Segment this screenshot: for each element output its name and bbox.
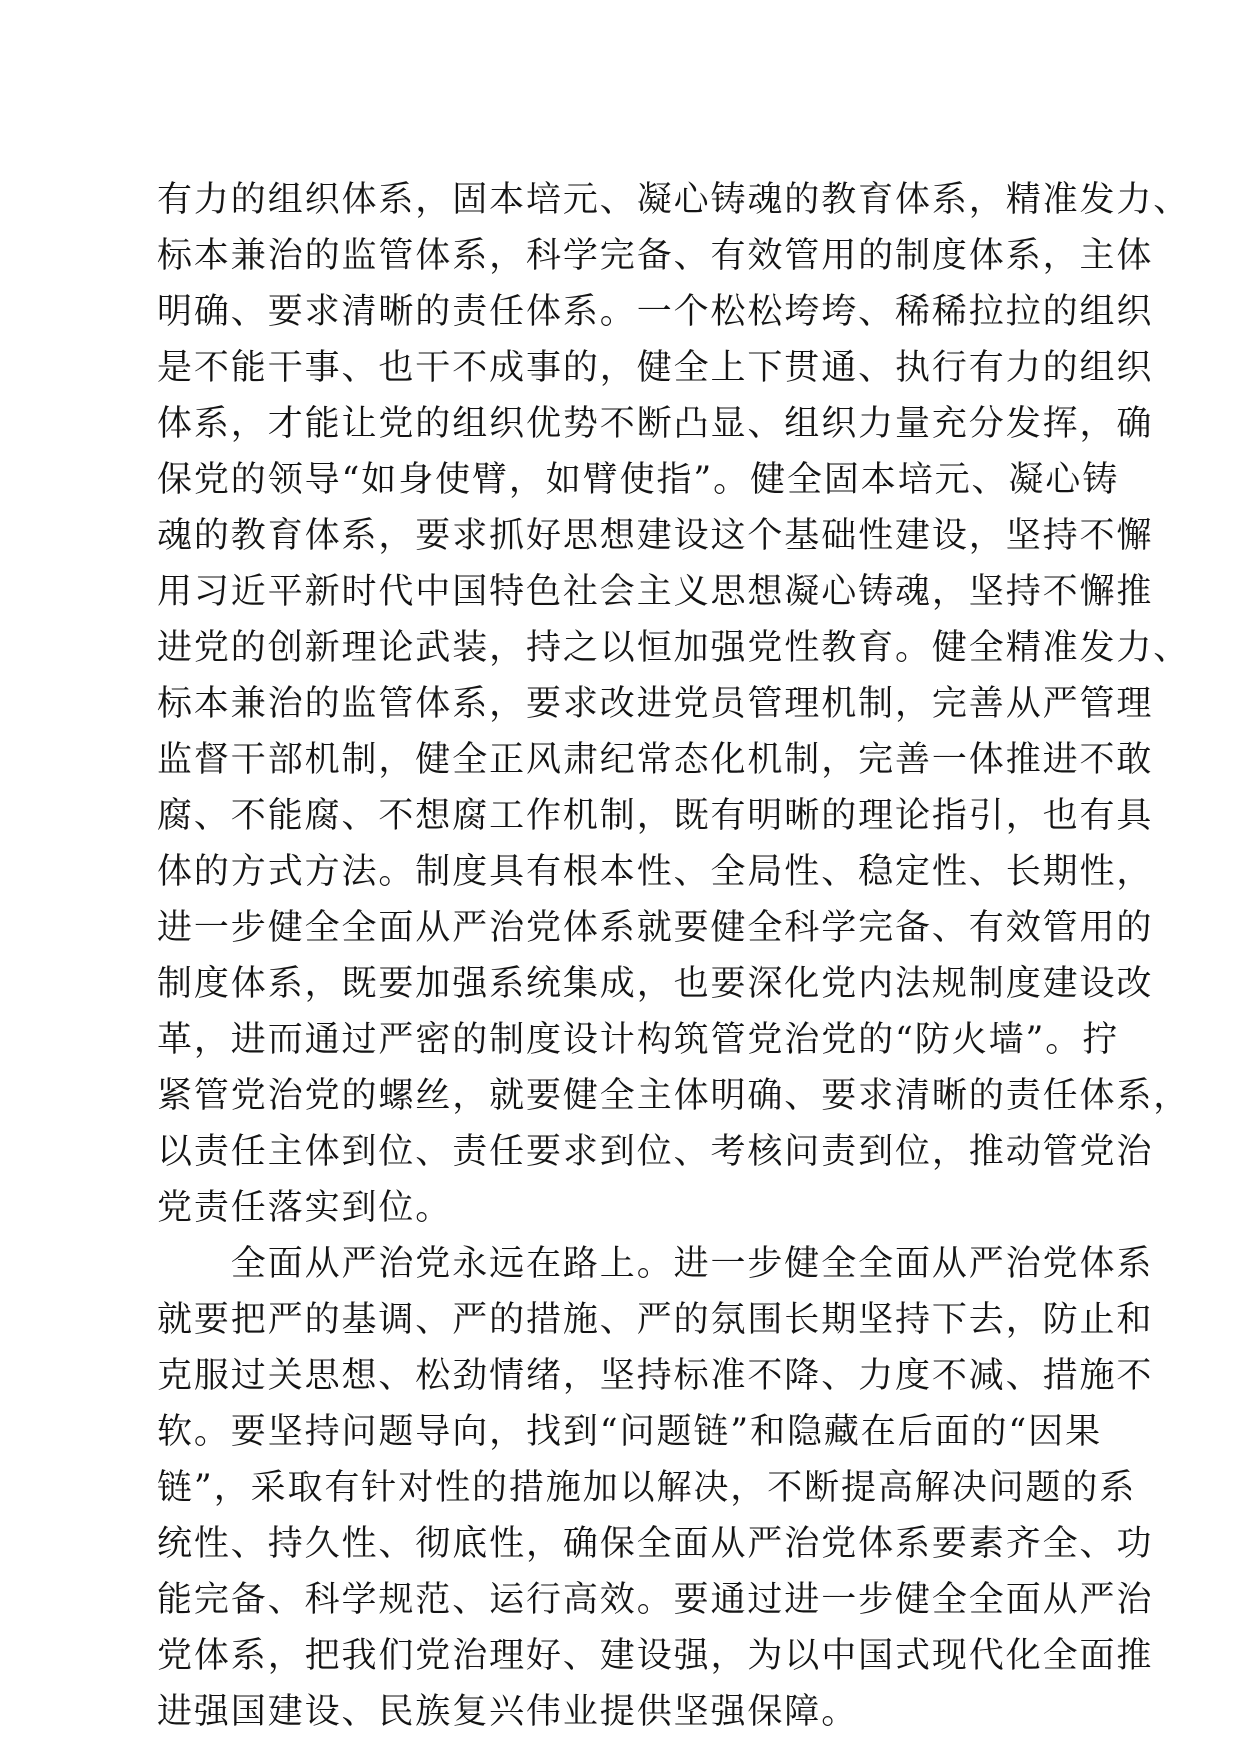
text-line: 链”，采取有针对性的措施加以解决，不断提高解决问题的系 [157, 1468, 1137, 1508]
text-line: 克服过关思想、松劲情绪，坚持标准不降、力度不减、措施不 [157, 1356, 1154, 1396]
paragraph-2 [157, 1236, 1154, 1740]
text-line: 标本兼治的监管体系，要求改进党员管理机制，完善从严管理 [157, 684, 1154, 724]
text-line: 是不能干事、也干不成事的，健全上下贯通、执行有力的组织 [157, 348, 1154, 388]
text-line: 能完备、科学规范、运行高效。要通过进一步健全全面从严治 [157, 1580, 1154, 1620]
document-body [157, 172, 1191, 1740]
text-line: 党体系，把我们党治理好、建设强，为以中国式现代化全面推 [157, 1636, 1154, 1676]
text-line: 监督干部机制，健全正风肃纪常态化机制，完善一体推进不敢 [157, 740, 1154, 780]
text-line: 魂的教育体系，要求抓好思想建设这个基础性建设，坚持不懈 [157, 516, 1154, 556]
text-line: 体系，才能让党的组织优势不断凸显、组织力量充分发挥，确 [157, 404, 1154, 444]
paragraph-1 [157, 172, 1191, 1236]
text-line: 党责任落实到位。 [157, 1188, 453, 1228]
text-line: 制度体系，既要加强系统集成，也要深化党内法规制度建设改 [157, 964, 1154, 1004]
text-line: 进党的创新理论武装，持之以恒加强党性教育。健全精准发力、 [157, 628, 1191, 668]
text-line: 有力的组织体系，固本培元、凝心铸魂的教育体系，精准发力、 [157, 180, 1191, 220]
text-line: 紧管党治党的螺丝，就要健全主体明确、要求清晰的责任体系， [157, 1076, 1191, 1116]
text-line: 革，进而通过严密的制度设计构筑管党治党的“防火墙”。拧 [157, 1020, 1120, 1060]
text-line: 软。要坚持问题导向，找到“问题链”和隐藏在后面的“因果 [157, 1412, 1102, 1452]
text-line: 进一步健全全面从严治党体系就要健全科学完备、有效管用的 [157, 908, 1154, 948]
text-line: 用习近平新时代中国特色社会主义思想凝心铸魂，坚持不懈推 [157, 572, 1154, 612]
text-line: 体的方式方法。制度具有根本性、全局性、稳定性、长期性， [157, 852, 1154, 892]
text-line: 腐、不能腐、不想腐工作机制，既有明晰的理论指引，也有具 [157, 796, 1154, 836]
text-line: 标本兼治的监管体系，科学完备、有效管用的制度体系，主体 [157, 236, 1154, 276]
text-line: 就要把严的基调、严的措施、严的氛围长期坚持下去，防止和 [157, 1300, 1154, 1340]
text-line: 保党的领导“如身使臂，如臂使指”。健全固本培元、凝心铸 [157, 460, 1120, 500]
text-line: 以责任主体到位、责任要求到位、考核问责到位，推动管党治 [157, 1132, 1154, 1172]
text-line: 统性、持久性、彻底性，确保全面从严治党体系要素齐全、功 [157, 1524, 1154, 1564]
text-line: 明确、要求清晰的责任体系。一个松松垮垮、稀稀拉拉的组织 [157, 292, 1154, 332]
text-line: 进强国建设、民族复兴伟业提供坚强保障。 [157, 1692, 859, 1732]
text-line: 全面从严治党永远在路上。进一步健全全面从严治党体系 [157, 1244, 1154, 1284]
